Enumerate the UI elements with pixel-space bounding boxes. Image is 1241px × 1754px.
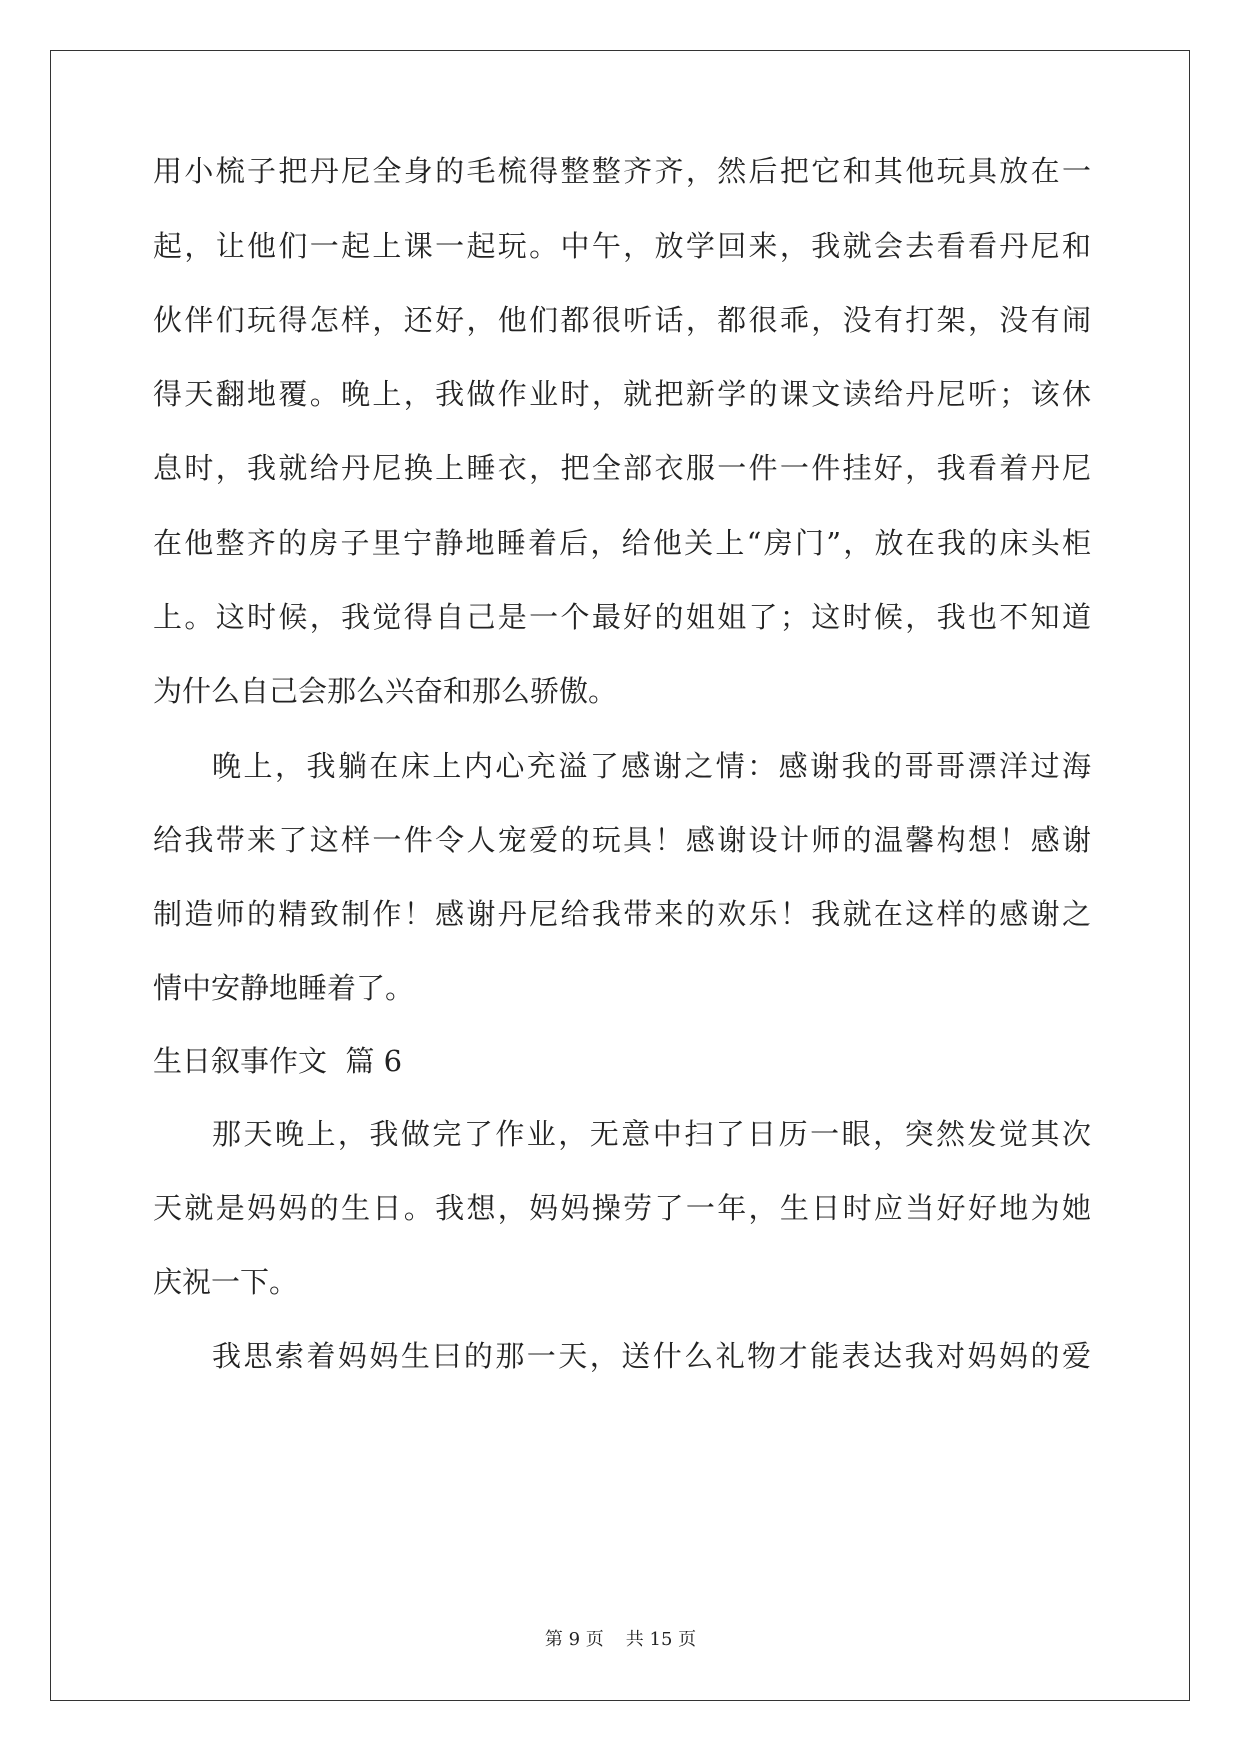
paragraph-line: 起，让他们一起上课一起玩。中午，放学回来，我就会去看看丹尼和 bbox=[153, 229, 1091, 263]
page-number: 第 9 页 bbox=[544, 1629, 604, 1650]
paragraph-line: 给我带来了这样一件令人宠爱的玩具！感谢设计师的温馨构想！感谢 bbox=[153, 823, 1091, 857]
paragraph-line: 晚上，我躺在床上内心充溢了感谢之情：感谢我的哥哥漂洋过海 bbox=[212, 749, 1091, 783]
paragraph-line: 为什么自己会那么兴奋和那么骄傲。 bbox=[153, 674, 618, 708]
section-heading: 生日叙事作文 篇 6 bbox=[153, 1044, 403, 1078]
paragraph-line: 用小梳子把丹尼全身的毛梳得整整齐齐，然后把它和其他玩具放在一 bbox=[153, 154, 1091, 188]
paragraph-line: 上。这时候，我觉得自己是一个最好的姐姐了；这时候，我也不知道 bbox=[153, 600, 1091, 634]
paragraph-line: 在他整齐的房子里宁静地睡着后，给他关上“房门”，放在我的床头柜 bbox=[153, 526, 1091, 560]
paragraph-line: 情中安静地睡着了。 bbox=[153, 971, 415, 1005]
paragraph-line: 我思索着妈妈生曰的那一天，送什么礼物才能表达我对妈妈的爱 bbox=[212, 1339, 1091, 1373]
paragraph-line: 得天翻地覆。晚上，我做作业时，就把新学的课文读给丹尼听；该休 bbox=[153, 377, 1091, 411]
paragraph-line: 天就是妈妈的生日。我想，妈妈操劳了一年，生日时应当好好地为她 bbox=[153, 1191, 1091, 1225]
paragraph-line: 那天晚上，我做完了作业，无意中扫了日历一眼，突然发觉其次 bbox=[212, 1117, 1091, 1151]
paragraph-line: 制造师的精致制作！感谢丹尼给我带来的欢乐！我就在这样的感谢之 bbox=[153, 897, 1091, 931]
paragraph-line: 伙伴们玩得怎样，还好，他们都很听话，都很乖，没有打架，没有闹 bbox=[153, 303, 1091, 337]
page-total: 共 15 页 bbox=[625, 1629, 697, 1650]
page-footer bbox=[0, 1628, 1241, 1652]
paragraph-line: 息时，我就给丹尼换上睡衣，把全部衣服一件一件挂好，我看着丹尼 bbox=[153, 451, 1091, 485]
paragraph-line: 庆祝一下。 bbox=[153, 1265, 299, 1299]
page-border bbox=[50, 50, 1190, 1701]
